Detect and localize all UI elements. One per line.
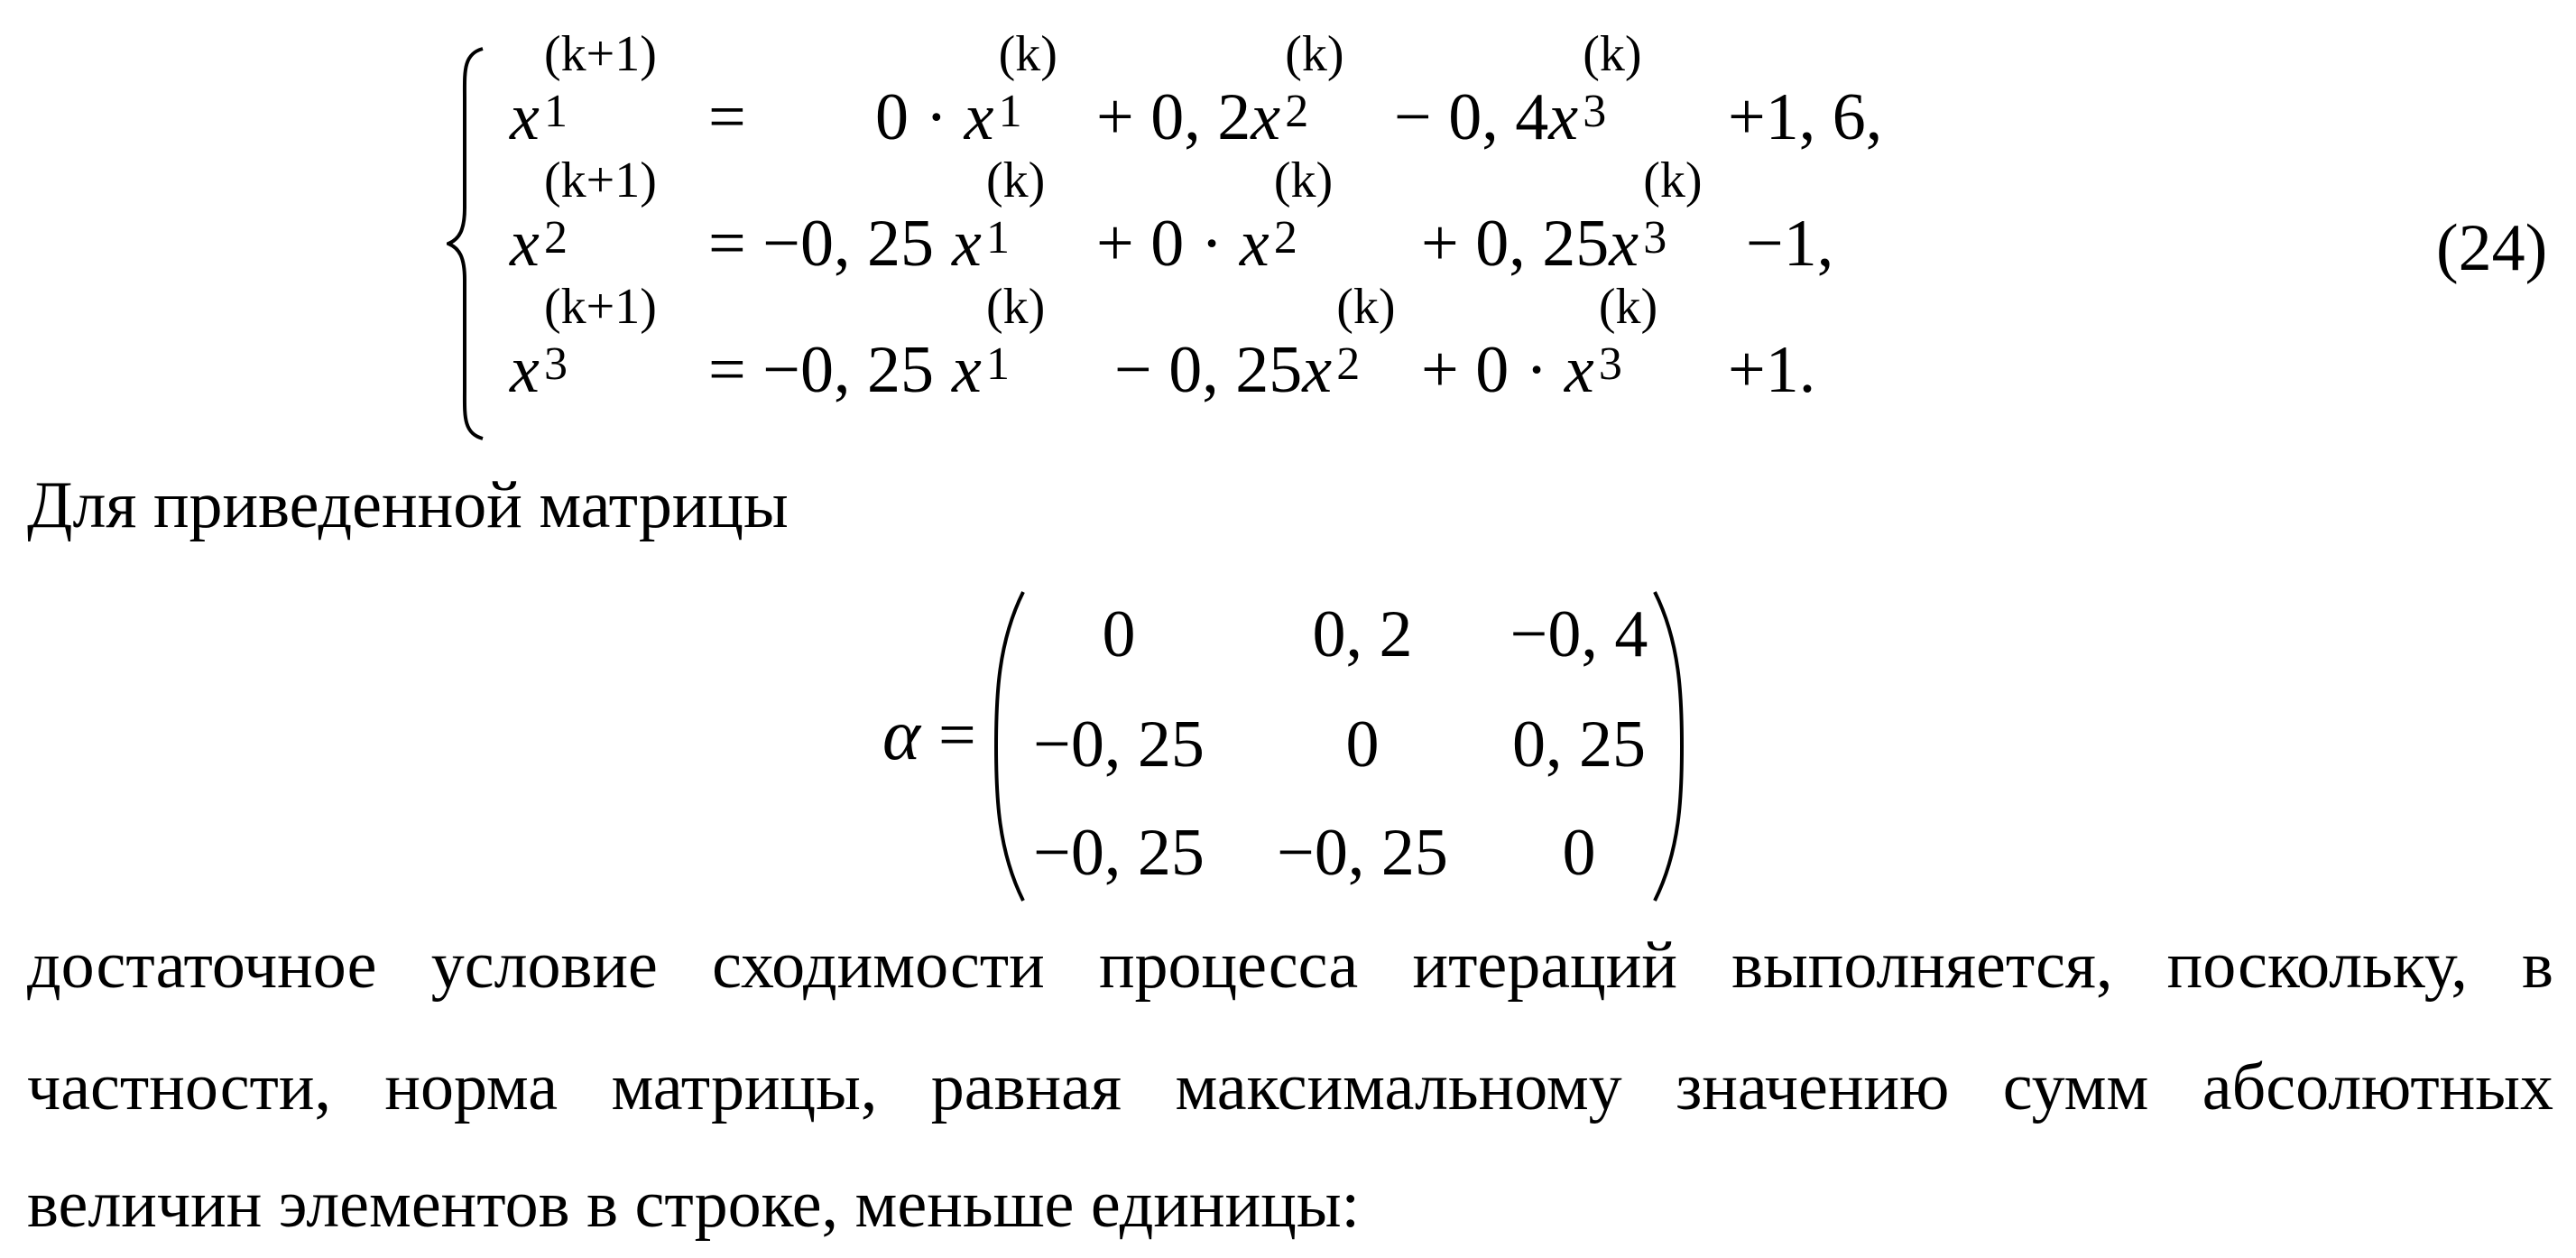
matrix-cell: −0, 25 (1033, 708, 1205, 782)
constant-term: +1. (1728, 333, 1816, 407)
term-1: 0 · x 1 (k) (875, 26, 1057, 154)
paragraph-line-3: величин элементов в строке, меньше единицы: (27, 1168, 1361, 1242)
matrix-cell: −0, 25 (1033, 816, 1205, 890)
equation-system (447, 26, 1980, 442)
left-brace (447, 45, 486, 442)
lhs-variable: x 2 (k+1) (510, 153, 657, 281)
intro-text: Для приведенной матрицы (27, 468, 789, 542)
paragraph-line-2: частности, норма матрицы, равная максимальному значению сумм абсолютных (27, 1050, 2553, 1124)
matrix-cell: 0 (1345, 708, 1380, 782)
equals-sign: = −0, 25 (708, 333, 934, 407)
term-2: − 0, 25x 2 (k) (1114, 279, 1396, 407)
lhs-variable: x 3 (k+1) (510, 279, 657, 407)
matrix-cell: 0 (1102, 597, 1136, 671)
equals-sign: = (708, 80, 746, 154)
matrix-cell: 0, 2 (1312, 597, 1413, 671)
lhs-variable: x 1 (k+1) (510, 26, 657, 154)
matrix-cell: 0, 25 (1512, 708, 1646, 782)
constant-term: −1, (1746, 207, 1834, 281)
term-3: + 0, 25x 3 (k) (1421, 153, 1703, 281)
term-3: + 0 · x 3 (k) (1421, 279, 1658, 407)
term-2: + 0 · x 2 (k) (1096, 153, 1334, 281)
matrix-symbol: α (882, 696, 920, 775)
matrix-equals: = (938, 698, 976, 772)
matrix-cell: −0, 25 (1277, 816, 1448, 890)
constant-term: +1, 6, (1728, 80, 1883, 154)
paragraph-line-1: достаточное условие сходимости процесса итераций выполняется, поскольку, в (27, 929, 2553, 1003)
term-2: + 0, 2x 2 (k) (1096, 26, 1344, 154)
equation-number: (24) (2436, 211, 2548, 285)
matrix-cell: 0 (1562, 816, 1596, 890)
equals-sign: = −0, 25 (708, 207, 934, 281)
term-3: − 0, 4x 3 (k) (1394, 26, 1642, 154)
term-1: x 1 (k) (952, 153, 1046, 281)
term-1: x 1 (k) (952, 279, 1046, 407)
matrix-cell: −0, 4 (1510, 597, 1648, 671)
